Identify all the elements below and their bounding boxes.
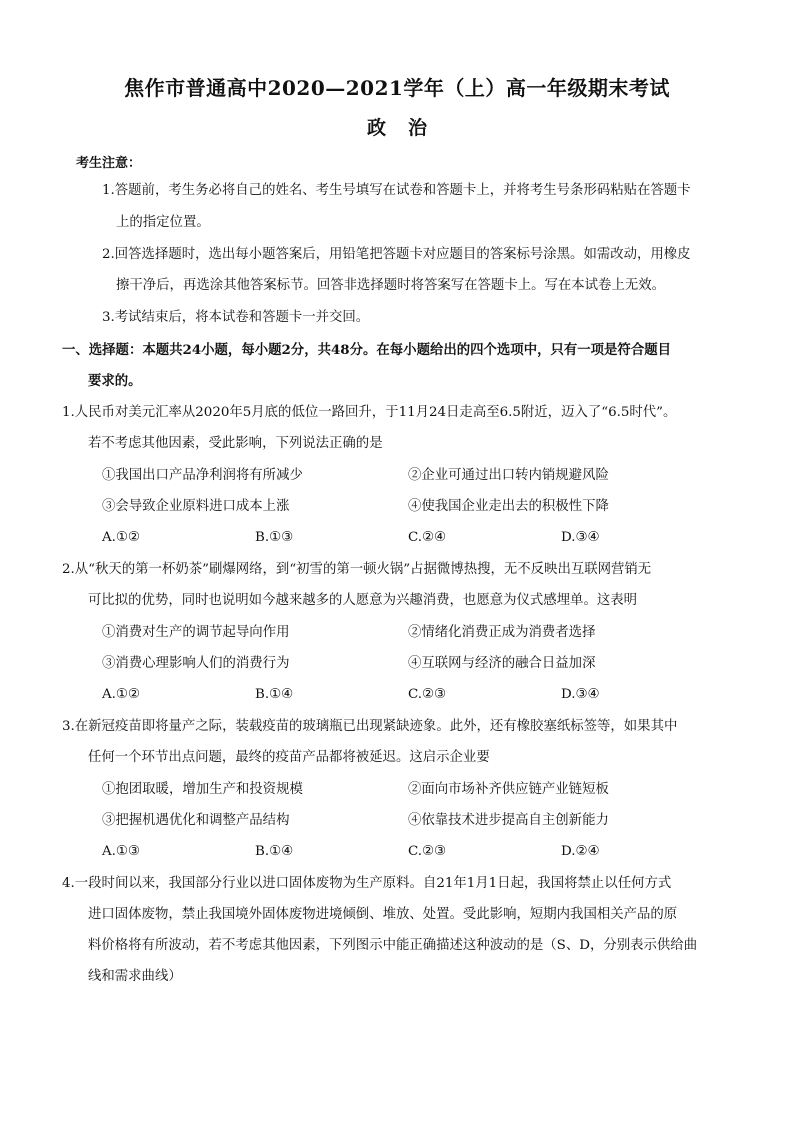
question-3-stem-line-2: 任何一个环节出点问题，最终的疫苗产品都将被延迟。这启示企业要 [88,750,490,765]
question-1-choice-a: A.①② [102,530,140,545]
notice-item-1-line-1: 1.答题前，考生务必将自己的姓名、考生号填写在试卷和答题卡上，并将考生号条形码粘贴在答题卡 [102,183,691,198]
notice-heading: 考生注意： [76,156,142,171]
question-2-item-3: ③消费心理影响人们的消费行为 [102,656,290,671]
question-2-stem-line-2: 可比拟的优势，同时也说明如今越来越多的人愿意为兴趣消费，也愿意为仪式感埋单。这表明 [88,593,638,608]
question-2-stem-line-1: 2.从“秋天的第一杯奶茶”刷爆网络，到“初雪的第一顿火锅”占据微博热搜，无不反映出互联网营销无 [62,562,652,577]
question-1-item-4: ④使我国企业走出去的积极性下降 [408,499,609,514]
notice-item-2-line-2: 擦干净后，再选涂其他答案标节。回答非选择题时将答案写在答题卡上。写在本试卷上无效。 [116,278,666,293]
question-1-item-1: ①我国出口产品净利润将有所减少 [102,468,303,483]
question-2-choice-d: D.③④ [561,687,600,702]
question-4-stem-line-1: 4.一段时间以来，我国部分行业以进口固体废物为生产原料。自21年1月1日起，我国将禁止以任何方式 [62,876,672,891]
question-2-choice-a: A.①② [102,687,140,702]
question-1-choice-d: D.③④ [561,530,600,545]
question-1-item-3: ③会导致企业原料进口成本上涨 [102,499,290,514]
question-2-choice-b: B.①④ [255,687,294,702]
question-3-item-1: ①抱团取暖，增加生产和投资规模 [102,782,303,797]
section-heading-line-1: 一、选择题：本题共24小题，每小题2分，共48分。在每小题给出的四个选项中，只有一项是符合题目 [62,342,671,358]
question-3-choice-b: B.①④ [255,844,294,859]
question-3-item-2: ②面向市场补齐供应链产业链短板 [408,782,609,797]
question-2-item-4: ④互联网与经济的融合日益加深 [408,656,596,671]
question-1-item-2: ②企业可通过出口转内销规避风险 [408,468,609,483]
section-heading-line-2: 要求的。 [88,373,142,389]
question-1-stem-line-1: 1.人民币对美元汇率从2020年5月底的低位一路回升，于11月24日走高至6.5附近，迈入了“6.5时代”。 [62,405,677,420]
question-3-stem-line-1: 3.在新冠疫苗即将量产之际，装载疫苗的玻璃瓶已出现紧缺迹象。此外，还有橡胶塞纸标签等，如果其中 [62,719,678,734]
question-2-choice-c: C.②③ [408,687,447,702]
question-3-item-3: ③把握机遇优化和调整产品结构 [102,813,290,828]
question-1-choice-c: C.②④ [408,530,447,545]
question-4-stem-line-4: 线和需求曲线） [88,969,182,984]
question-2-item-1: ①消费对生产的调节起导向作用 [102,625,290,640]
question-3-item-4: ④依靠技术进步提高自主创新能力 [408,813,609,828]
question-4-stem-line-3: 料价格将有所波动，若不考虑其他因素，下列图示中能正确描述这种波动的是（S、D，分别表示供给曲 [88,938,698,953]
question-1-choice-b: B.①③ [255,530,294,545]
notice-item-1-line-2: 上的指定位置。 [116,215,210,230]
question-3-choice-c: C.②③ [408,844,447,859]
question-4-stem-line-2: 进口固体废物，禁止我国境外固体废物进境倾倒、堆放、处置。受此影响，短期内我国相关产品的原 [88,907,678,922]
question-1-stem-line-2: 若不考虑其他因素，受此影响，下列说法正确的是 [88,436,383,451]
notice-item-3-line-1: 3.考试结束后，将本试卷和答题卡一并交回。 [102,310,370,325]
question-3-choice-d: D.②④ [561,844,600,859]
question-3-choice-a: A.①③ [102,844,140,859]
question-2-item-2: ②情绪化消费正成为消费者选择 [408,625,596,640]
exam-subject: 政治 [366,117,449,139]
exam-title: 焦作市普通高中2020—2021学年（上）高一年级期末考试 [124,76,670,100]
notice-item-2-line-1: 2.回答选择题时，选出每小题答案后，用铅笔把答题卡对应题目的答案标号涂黑。如需改动，用橡皮 [102,247,691,262]
